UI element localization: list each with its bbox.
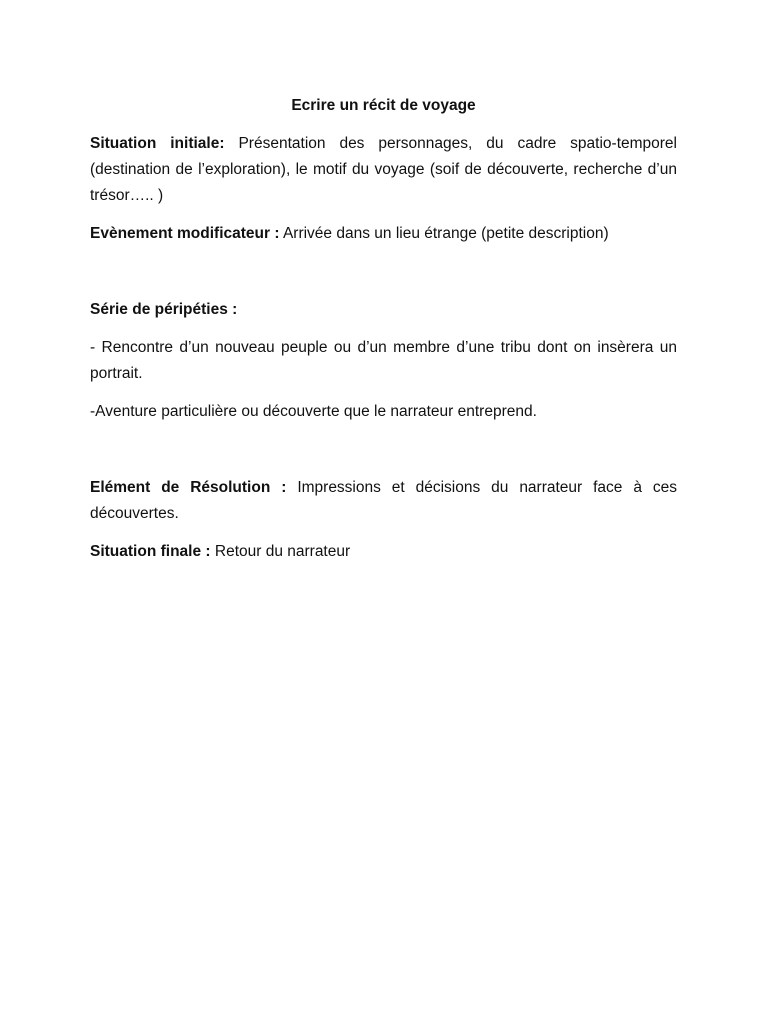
element-resolution-paragraph bbox=[90, 475, 677, 527]
evenement-modificateur-label: Evènement modificateur : bbox=[90, 225, 280, 242]
situation-finale-paragraph bbox=[90, 539, 677, 565]
spacer bbox=[90, 259, 677, 297]
situation-finale-label: Situation finale : bbox=[90, 543, 211, 560]
situation-initiale-paragraph bbox=[90, 131, 677, 209]
peripetie-item: -Aventure particulière ou découverte que le narrateur entreprend. bbox=[90, 403, 537, 420]
document-title: Ecrire un récit de voyage bbox=[291, 97, 476, 114]
element-resolution-text: Impressions et décisions du narrateur face à ces découvertes. bbox=[90, 479, 677, 522]
document-page bbox=[90, 93, 677, 577]
evenement-modificateur-paragraph bbox=[90, 221, 677, 247]
serie-peripeties-label: Série de péripéties : bbox=[90, 301, 238, 318]
peripetie-item: - Rencontre d’un nouveau peuple ou d’un membre d’une tribu dont on insèrera un portrait. bbox=[90, 339, 677, 382]
spacer bbox=[90, 437, 677, 475]
evenement-modificateur-text: Arrivée dans un lieu étrange (petite description) bbox=[282, 225, 609, 242]
situation-initiale-label: Situation initiale: bbox=[90, 135, 225, 152]
situation-initiale-text: Présentation des personnages, du cadre spatio-temporel (destination de l’exploration), le motif du voyage (soif de découverte, recherche d’un trésor….. ) bbox=[90, 135, 677, 204]
serie-peripeties-heading bbox=[90, 297, 677, 323]
situation-finale-text: Retour du narrateur bbox=[214, 543, 351, 560]
element-resolution-label: Elément de Résolution : bbox=[90, 479, 287, 496]
